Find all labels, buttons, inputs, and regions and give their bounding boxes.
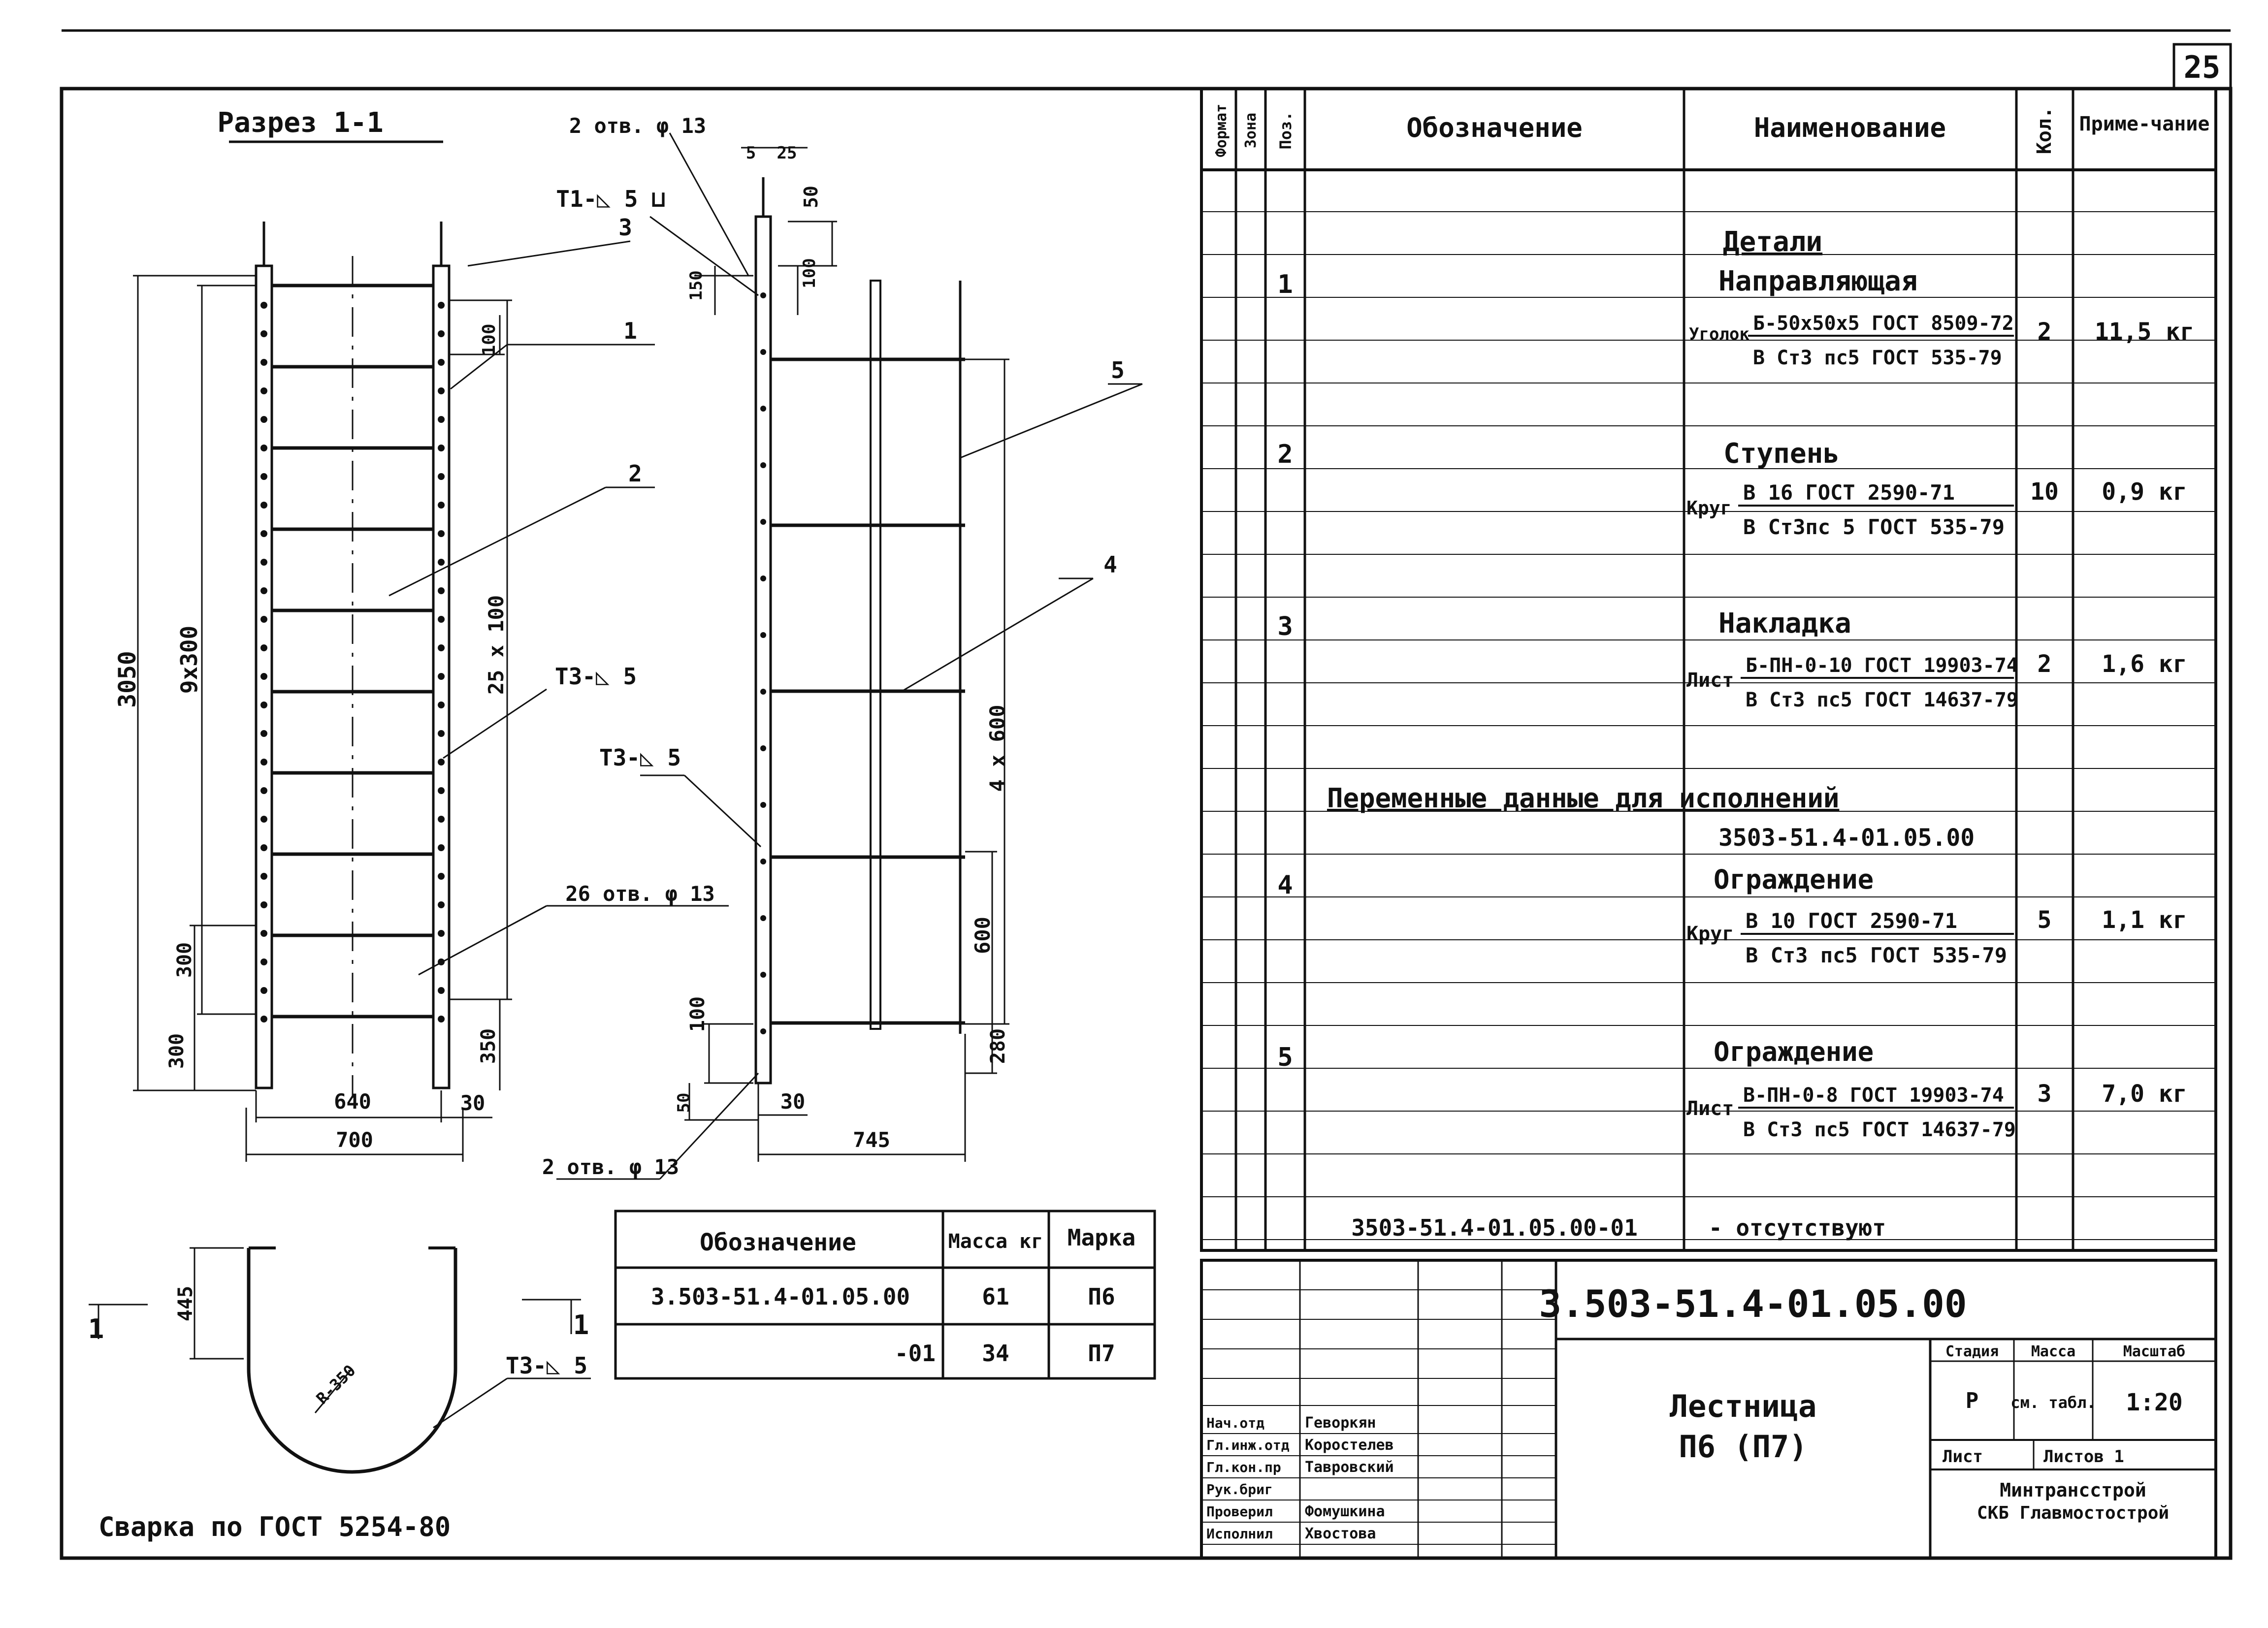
hole-mark	[438, 644, 445, 651]
hole-mark	[438, 473, 445, 480]
item-note: 1,1 кг	[2102, 906, 2187, 934]
hole-mark	[260, 787, 267, 794]
hole-mark	[760, 689, 766, 695]
hole-mark	[438, 787, 445, 794]
item-note: 1,6 кг	[2102, 650, 2187, 678]
section-details: Детали	[1722, 226, 1823, 258]
weld-note: Сварка по ГОСТ 5254-80	[98, 1511, 451, 1542]
sheet-number: 25	[2183, 49, 2221, 85]
hole-mark	[260, 730, 267, 737]
item-spec-top: В 16 ГОСТ 2590-71	[1743, 480, 1955, 505]
signature-name: Геворкян	[1305, 1414, 1376, 1432]
dim-600: 600	[971, 917, 995, 954]
item-qty: 10	[2030, 478, 2059, 506]
dim-25x100: 25 x 100	[484, 595, 508, 695]
header-zone: Зона	[1242, 112, 1260, 149]
holes-bottom: 2 отв. φ 13	[542, 1155, 680, 1179]
hole-mark	[260, 530, 267, 537]
org-line1: Минтрансстрой	[2000, 1479, 2146, 1501]
mass-header-mark: Марка	[1067, 1224, 1136, 1251]
hole-mark	[760, 859, 766, 864]
dim-5: 5	[745, 143, 756, 163]
ladder-front-view	[256, 222, 449, 1098]
hole-mark	[760, 1028, 766, 1034]
item-qty: 2	[2037, 318, 2052, 346]
dim-30: 30	[460, 1091, 486, 1115]
front-dimensions	[133, 241, 729, 1162]
hole-mark	[438, 673, 445, 680]
dim-r350: R-350	[312, 1361, 359, 1408]
variable-header: Переменные данные для исполнений	[1327, 783, 1840, 814]
spec-table-headers	[1213, 104, 2209, 157]
dim-280: 280	[987, 1028, 1009, 1064]
spec-table-body	[1277, 226, 2194, 1241]
hole-mark	[438, 1016, 445, 1022]
header-qty: Кол.	[2033, 106, 2056, 155]
mass-row-mark: П7	[1088, 1340, 1115, 1367]
hole-mark	[260, 559, 267, 566]
dim-4x600: 4 x 600	[985, 704, 1009, 792]
hole-mark	[438, 416, 445, 423]
hole-mark	[260, 901, 267, 908]
mass-row-mark: П6	[1088, 1283, 1115, 1310]
item-prefix: Круг	[1686, 497, 1732, 519]
mass-row-mass: 61	[982, 1283, 1009, 1310]
signature-name: Тавровский	[1305, 1459, 1394, 1476]
item-spec-bottom: В Ст3пс 5 ГОСТ 535-79	[1743, 515, 2005, 539]
section-mark-right: 1	[573, 1309, 589, 1341]
hole-mark	[260, 987, 267, 994]
item-spec-bottom: В Ст3 пс5 ГОСТ 535-79	[1746, 943, 2008, 967]
hole-mark	[438, 730, 445, 737]
dim-350: 350	[477, 1028, 500, 1064]
header-pos: Поз.	[1276, 111, 1295, 150]
mass-row-designation: -01	[894, 1340, 936, 1367]
dim-445: 445	[174, 1285, 197, 1322]
hole-mark	[760, 632, 766, 638]
hole-mark	[260, 445, 267, 451]
hole-mark	[260, 930, 267, 937]
dim-25: 25	[777, 143, 797, 163]
item-name: Ограждение	[1714, 864, 1874, 895]
signature-role: Исполнил	[1206, 1526, 1273, 1542]
hole-mark	[260, 759, 267, 766]
hole-mark	[438, 930, 445, 937]
hole-mark	[438, 873, 445, 880]
hole-mark	[260, 359, 267, 366]
item-name: Направляющая	[1718, 265, 1918, 297]
hole-mark	[260, 473, 267, 480]
sheet-label: Лист	[1943, 1447, 1983, 1467]
hole-mark	[760, 406, 766, 412]
callout-2: 2	[628, 460, 642, 487]
header-designation: Обозначение	[1406, 112, 1583, 143]
item-prefix: Лист	[1686, 1097, 1734, 1120]
item-pos: 5	[1277, 1043, 1293, 1072]
item-pos: 3	[1277, 612, 1293, 641]
item-spec-bottom: В Ст3 пс5 ГОСТ 14637-79	[1743, 1118, 2016, 1141]
stage-value: Р	[1965, 1388, 1979, 1413]
hole-mark	[438, 530, 445, 537]
item-prefix: Круг	[1686, 923, 1734, 945]
hole-mark	[260, 502, 267, 509]
item-spec-top: Б-ПН-0-10 ГОСТ 19903-74	[1746, 654, 2018, 677]
hole-mark	[438, 816, 445, 823]
hole-mark	[260, 1016, 267, 1022]
mass-row-mass: 34	[982, 1340, 1009, 1367]
absent-code: 3503-51.4-01.05.00-01	[1351, 1214, 1638, 1241]
item-note: 7,0 кг	[2102, 1080, 2187, 1108]
item-spec-top: В 10 ГОСТ 2590-71	[1746, 909, 1957, 933]
dim-700: 700	[336, 1128, 373, 1152]
item-spec-bottom: В Ст3 пс5 ГОСТ 535-79	[1753, 347, 2002, 369]
hole-mark	[260, 387, 267, 394]
hole-mark	[260, 416, 267, 423]
signature-name: Хвостова	[1305, 1525, 1376, 1542]
drawing-title-line2: П6 (П7)	[1679, 1429, 1808, 1465]
hole-mark	[260, 330, 267, 337]
hole-mark	[260, 702, 267, 708]
header-note: Приме-чание	[2079, 113, 2210, 135]
hole-mark	[760, 575, 766, 581]
title-block-text	[1539, 1282, 2185, 1523]
signature-role: Гл.инж.отд	[1206, 1437, 1290, 1453]
hole-mark	[260, 958, 267, 965]
dim-9x300: 9x300	[176, 625, 202, 694]
item-name: Ограждение	[1714, 1036, 1874, 1067]
dim-100: 100	[479, 323, 499, 356]
plan-view-labels	[88, 1286, 589, 1408]
side-dimension-labels	[542, 114, 1125, 1179]
sheets-label: Листов 1	[2043, 1447, 2124, 1467]
item-note: 0,9 кг	[2102, 478, 2187, 506]
dim-150: 150	[686, 270, 706, 301]
dim-50: 50	[800, 186, 822, 208]
hole-mark	[438, 359, 445, 366]
section-mark-left: 1	[88, 1313, 104, 1344]
hole-mark	[760, 802, 766, 808]
item-qty: 5	[2037, 906, 2052, 934]
holes-top: 2 отв. φ 13	[569, 114, 707, 138]
hole-mark	[260, 844, 267, 851]
hole-mark	[760, 462, 766, 468]
signature-role: Нач.отд	[1206, 1415, 1265, 1431]
dim-3050: 3050	[114, 651, 141, 708]
org-line2: СКБ Главмостострой	[1976, 1503, 2170, 1523]
hole-mark	[260, 302, 267, 309]
hole-mark	[438, 559, 445, 566]
callout-4: 4	[1103, 551, 1117, 578]
dim-745: 745	[853, 1128, 890, 1152]
signature-role: Проверил	[1206, 1503, 1273, 1520]
item-pos: 2	[1277, 440, 1293, 469]
hole-mark	[260, 816, 267, 823]
item-qty: 2	[2037, 650, 2052, 678]
sheet-frame	[62, 31, 2231, 1558]
hole-mark	[438, 987, 445, 994]
hole-mark	[438, 502, 445, 509]
item-name: Накладка	[1718, 607, 1851, 639]
dim-640: 640	[334, 1089, 371, 1114]
item-spec-top: В-ПН-0-8 ГОСТ 19903-74	[1743, 1084, 2004, 1107]
variant-code: 3503-51.4-01.05.00	[1718, 824, 1975, 852]
absent-text: - отсутствуют	[1709, 1214, 1886, 1241]
hole-mark	[438, 759, 445, 766]
scale-label: Масштаб	[2123, 1343, 2186, 1360]
dim-50b: 50	[674, 1092, 694, 1113]
callout-5: 5	[1111, 357, 1125, 383]
item-pos: 1	[1277, 270, 1293, 299]
hole-mark	[760, 972, 766, 978]
mass-table-text	[651, 1224, 1135, 1367]
item-prefix: Уголок	[1689, 324, 1750, 344]
hole-mark	[438, 302, 445, 309]
hole-mark	[438, 844, 445, 851]
callout-3: 3	[618, 214, 632, 241]
stage-label: Стадия	[1945, 1343, 1999, 1360]
hole-mark	[438, 445, 445, 451]
signature-rows	[1201, 1414, 1556, 1544]
hole-mark	[760, 519, 766, 525]
signature-role: Гл.кон.пр	[1206, 1459, 1281, 1475]
header-name: Наименование	[1753, 112, 1946, 143]
mass-value: см. табл.	[2010, 1393, 2096, 1412]
item-qty: 3	[2037, 1080, 2052, 1108]
drawing-title-line1: Лестница	[1669, 1388, 1817, 1424]
callout-1: 1	[623, 318, 637, 344]
item-spec-top: Б-50x50x5 ГОСТ 8509-72	[1753, 312, 2014, 335]
section-title: Разрез 1-1	[217, 107, 384, 139]
hole-mark	[438, 587, 445, 594]
dim-30b: 30	[780, 1089, 806, 1114]
hole-mark	[260, 587, 267, 594]
item-prefix: Лист	[1686, 669, 1734, 692]
mass-label: Масса	[2031, 1343, 2076, 1360]
mass-header-mass: Масса кг	[948, 1230, 1043, 1253]
hole-mark	[760, 349, 766, 355]
hole-mark	[760, 292, 766, 298]
hole-mark	[438, 330, 445, 337]
hole-mark	[260, 616, 267, 623]
signature-name: Фомушкина	[1305, 1503, 1385, 1520]
mass-row-designation: 3.503-51.4-01.05.00	[650, 1283, 910, 1310]
weld-t1: Т1-◺ 5 ⊔	[556, 186, 665, 212]
dim-300b: 300	[165, 1033, 188, 1069]
header-format: Формат	[1213, 103, 1230, 158]
front-dimension-labels	[114, 214, 715, 1152]
hole-mark	[760, 745, 766, 751]
item-spec-bottom: В Ст3 пс5 ГОСТ 14637-79	[1746, 689, 2018, 711]
hole-mark	[438, 387, 445, 394]
weld-t3-a: Т3-◺ 5	[554, 663, 637, 690]
signature-role: Рук.бриг	[1206, 1481, 1273, 1498]
mass-header-designation: Обозначение	[700, 1229, 856, 1256]
scale-value: 1:20	[2126, 1389, 2183, 1416]
weld-t3-c: Т3-◺ 5	[505, 1352, 588, 1379]
hole-mark	[438, 901, 445, 908]
hole-mark	[760, 915, 766, 921]
dim-100c: 100	[686, 996, 709, 1032]
hole-mark	[438, 702, 445, 708]
drawing-code: 3.503-51.4-01.05.00	[1539, 1282, 1967, 1326]
item-name: Ступень	[1723, 438, 1840, 470]
dim-300: 300	[173, 942, 196, 978]
hole-mark	[260, 673, 267, 680]
dim-100b: 100	[800, 258, 819, 288]
signature-name: Коростелев	[1305, 1436, 1394, 1454]
item-note: 11,5 кг	[2094, 318, 2195, 346]
item-pos: 4	[1277, 870, 1293, 900]
hole-mark	[260, 873, 267, 880]
weld-t3-b: Т3-◺ 5	[599, 744, 681, 771]
hole-mark	[438, 616, 445, 623]
holes-26: 26 отв. φ 13	[565, 882, 715, 906]
hole-mark	[260, 644, 267, 651]
ladder-side-view	[756, 177, 965, 1083]
